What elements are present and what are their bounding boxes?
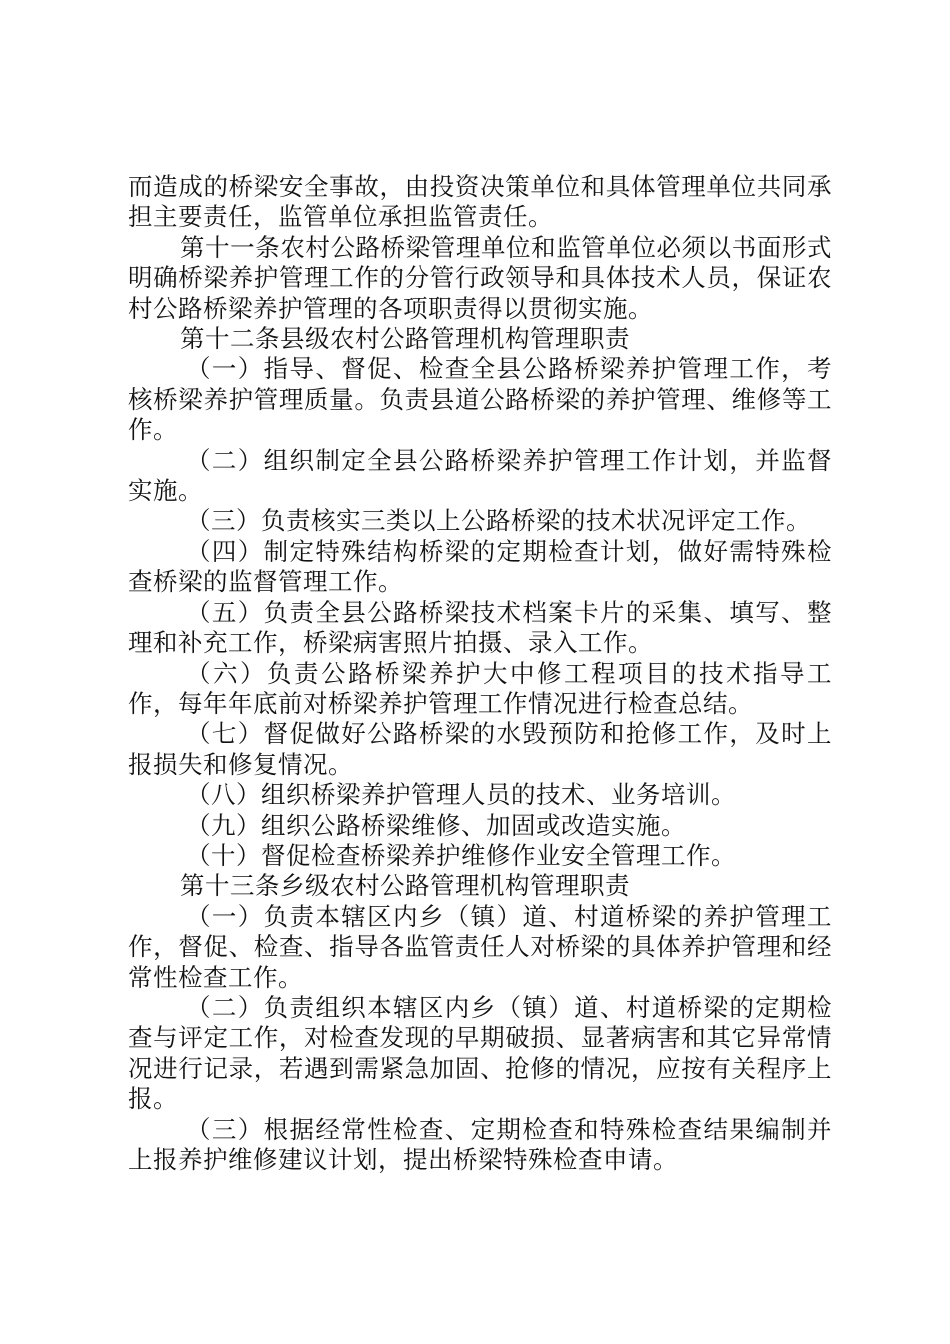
article-12-item-1: （一）指导、督促、检查全县公路桥梁养护管理工作，考核桥梁养护管理质量。负责县道公路桥梁的养护管理、维修等工作。 [128, 354, 832, 445]
article-12-item-10: （十）督促检查桥梁养护维修作业安全管理工作。 [186, 840, 736, 870]
paragraph-continuation: 而造成的桥梁安全事故，由投资决策单位和具体管理单位共同承担主要责任，监管单位承担监管责任。 [128, 172, 832, 232]
article-12-item-9: （九）组织公路桥梁维修、加固或改造实施。 [186, 810, 686, 840]
article-13-heading: 第十三条乡级农村公路管理机构管理职责 [180, 871, 630, 901]
article-13-item-3: （三）根据经常性检查、定期检查和特殊检查结果编制并上报养护维修建议计划，提出桥梁特殊检查申请。 [128, 1114, 832, 1174]
article-12-item-2: （二）组织制定全县公路桥梁养护管理工作计划，并监督实施。 [128, 445, 832, 506]
article-12-item-7: （七）督促做好公路桥梁的水毁预防和抢修工作，及时上报损失和修复情况。 [128, 719, 832, 779]
article-12-item-8: （八）组织桥梁养护管理人员的技术、业务培训。 [186, 780, 736, 810]
document-body [128, 172, 832, 1175]
article-13-item-2: （二）负责组织本辖区内乡（镇）道、村道桥梁的定期检查与评定工作，对检查发现的早期破损、显著病害和其它异常情况进行记录，若遇到需紧急加固、抢修的情况，应按有关程序上报。 [128, 992, 832, 1114]
article-12-item-3: （三）负责核实三类以上公路桥梁的技术状况评定工作。 [186, 506, 811, 536]
article-12-item-5: （五）负责全县公路桥梁技术档案卡片的采集、填写、整理和补充工作，桥梁病害照片拍摄、录入工作。 [128, 597, 832, 658]
article-11: 第十一条农村公路桥梁管理单位和监管单位必须以书面形式明确桥梁养护管理工作的分管行政领导和具体技术人员，保证农村公路桥梁养护管理的各项职责得以贯彻实施。 [128, 232, 832, 323]
article-12-item-6: （六）负责公路桥梁养护大中修工程项目的技术指导工作，每年年底前对桥梁养护管理工作情况进行检查总结。 [128, 658, 832, 718]
article-13-item-1: （一）负责本辖区内乡（镇）道、村道桥梁的养护管理工作，督促、检查、指导各监管责任人对桥梁的具体养护管理和经常性检查工作。 [128, 901, 832, 992]
article-12-heading: 第十二条县级农村公路管理机构管理职责 [180, 324, 630, 354]
article-12-item-4: （四）制定特殊结构桥梁的定期检查计划，做好需特殊检查桥梁的监督管理工作。 [128, 536, 832, 597]
